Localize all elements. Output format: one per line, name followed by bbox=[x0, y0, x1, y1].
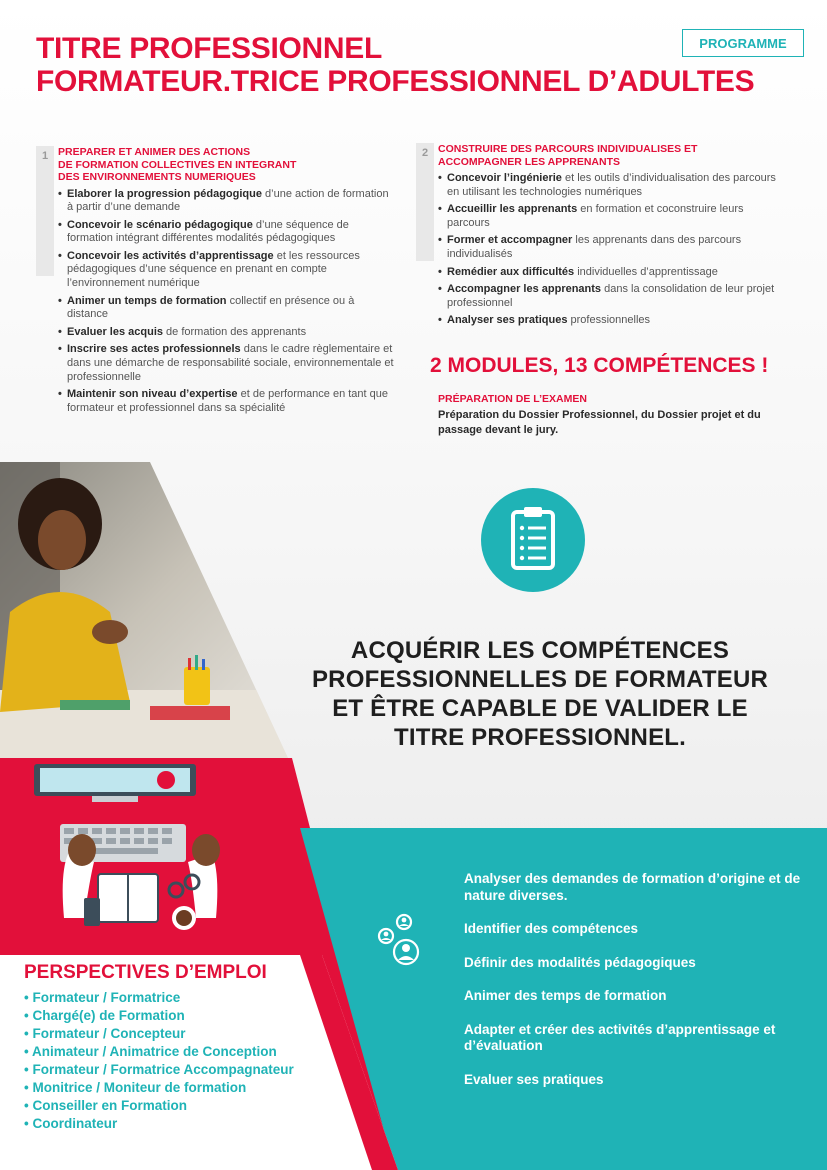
module-1-heading-line: DES ENVIRONNEMENTS NUMERIQUES bbox=[58, 171, 256, 183]
list-item: • Animer un temps de formation collectif en présence ou à distance bbox=[58, 295, 396, 322]
list-item: • Coordinateur bbox=[24, 1116, 118, 1131]
module-1-number: 1 bbox=[36, 146, 54, 276]
module-2-number: 2 bbox=[416, 143, 434, 261]
skill-item: Analyser des demandes de formation d’origine et de nature diverses. bbox=[464, 871, 801, 903]
list-item: • Former et accompagner les apprenants dans des parcours individualisés bbox=[438, 234, 776, 261]
main-headline bbox=[290, 636, 790, 752]
headline-line: TITRE PROFESSIONNEL. bbox=[393, 724, 687, 751]
headline-line: PROFESSIONNELLES DE FORMATEUR bbox=[311, 666, 769, 693]
list-item: • Evaluer les acquis de formation des apprenants bbox=[58, 326, 396, 340]
exam-text: Préparation du Dossier Professionnel, du Dossier projet et du passage devant le jury. bbox=[438, 409, 761, 436]
list-item: • Accompagner les apprenants dans la consolidation de leur projet professionnel bbox=[438, 283, 776, 310]
list-item: • Conseiller en Formation bbox=[24, 1098, 188, 1113]
list-item: • Accueillir les apprenants en formation et coconstruire leurs parcours bbox=[438, 203, 776, 230]
list-item: • Analyser ses pratiques professionnelles bbox=[438, 314, 776, 328]
phone-icon bbox=[84, 898, 100, 926]
module-1-heading-line: DE FORMATION COLLECTIVES EN INTEGRANT bbox=[58, 158, 297, 171]
skill-item: Evaluer ses pratiques bbox=[464, 1071, 604, 1087]
skill-item: Animer des temps de formation bbox=[464, 988, 667, 1003]
people-network-icon bbox=[376, 912, 432, 970]
clipboard-checklist-icon bbox=[481, 488, 585, 592]
list-item: • Maintenir son niveau d’expertise et de performance en tant que formateur et professionnel dans sa spécialité bbox=[58, 388, 396, 415]
list-item: • Animateur / Animatrice de Conception bbox=[24, 1044, 277, 1059]
hand-right bbox=[192, 834, 220, 866]
list-item: • Chargé(e) de Formation bbox=[24, 1008, 185, 1023]
photo-woman-at-desk bbox=[0, 462, 288, 758]
modules-count-heading: 2 MODULES, 13 COMPÉTENCES ! bbox=[430, 354, 769, 377]
list-item: • Remédier aux difficultés individuelles d’apprentissage bbox=[438, 266, 776, 280]
list-item: • Inscrire ses actes professionnels dans le cadre règlementaire et dans une démarche de responsabilité sociale, environnementale et professionnelle bbox=[58, 343, 396, 384]
module-2-heading-line: CONSTRUIRE DES PARCOURS INDIVIDUALISES ET bbox=[438, 143, 698, 155]
perspectives-title: PERSPECTIVES D’EMPLOI bbox=[24, 962, 267, 983]
exam-heading: PRÉPARATION DE L’EXAMEN bbox=[438, 393, 587, 405]
module-1-heading-line: PREPARER ET ANIMER DES ACTIONS bbox=[58, 146, 251, 158]
skills-list bbox=[464, 871, 804, 1105]
list-item: • Concevoir les activités d’apprentissage et les ressources pédagogiques d’une séquence en prenant en compte l’environnement numérique bbox=[58, 250, 396, 291]
skill-item: Définir des modalités pédagogiques bbox=[464, 954, 696, 970]
list-item: • Formateur / Concepteur bbox=[24, 1026, 186, 1041]
headline-line: ET ÊTRE CAPABLE DE VALIDER LE bbox=[332, 695, 748, 722]
skill-item: Adapter et créer des activités d’apprentissage et d’évaluation bbox=[464, 1021, 776, 1053]
woman-photo-illustration bbox=[0, 462, 288, 758]
desk-illustration bbox=[0, 758, 300, 958]
title-line-2: FORMATEUR.TRICE PROFESSIONNEL D’ADULTES bbox=[36, 65, 755, 98]
list-item: • Formateur / Formatrice bbox=[24, 990, 181, 1005]
perspectives-list bbox=[24, 989, 294, 1133]
title-line-1: TITRE PROFESSIONNEL bbox=[36, 32, 382, 65]
clipboard-icon-circle bbox=[481, 488, 585, 592]
list-item: • Concevoir l’ingénierie et les outils d’individualisation des parcours en utilisant les technologies numériques bbox=[438, 172, 776, 199]
headline-line: ACQUÉRIR LES COMPÉTENCES bbox=[350, 637, 730, 664]
module-2-heading-line: ACCOMPAGNER LES APPRENANTS bbox=[438, 155, 621, 168]
programme-badge: PROGRAMME bbox=[682, 29, 804, 57]
list-item: • Formateur / Formatrice Accompagnateur bbox=[24, 1062, 294, 1077]
list-item: • Elaborer la progression pédagogique d’une action de formation à partir d’une demande bbox=[58, 188, 396, 215]
skill-item: Identifier des compétences bbox=[464, 921, 639, 936]
glasses-icon bbox=[169, 883, 183, 897]
list-item: • Monitrice / Moniteur de formation bbox=[24, 1080, 247, 1095]
hand-left bbox=[68, 834, 96, 866]
list-item: • Concevoir le scénario pédagogique d’une séquence de formation intégrant différentes modalités pédagogiques bbox=[58, 219, 396, 246]
